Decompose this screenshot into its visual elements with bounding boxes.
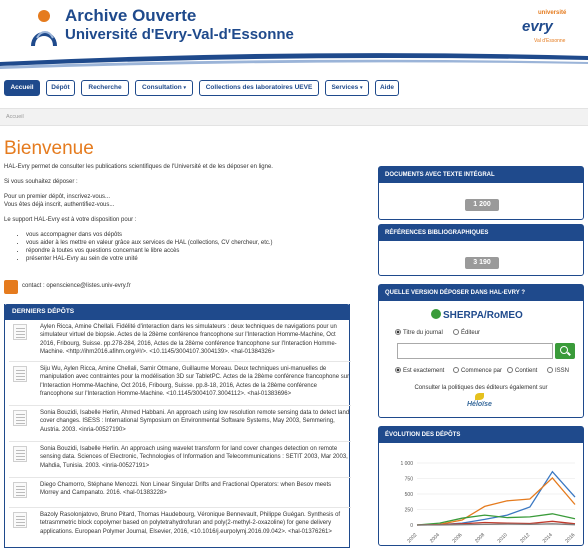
y-tick-label: 250	[404, 507, 413, 514]
radio-issn[interactable]	[547, 367, 569, 374]
x-tick-label: 2012	[519, 532, 532, 545]
radio-label: ISSN	[555, 368, 570, 374]
site-header	[0, 0, 588, 72]
nav-accueil[interactable]	[4, 80, 40, 96]
intro-text	[4, 163, 364, 269]
nav-label: Consultation	[141, 84, 182, 91]
radio-exact[interactable]	[395, 367, 444, 374]
journal-search-input[interactable]	[397, 343, 553, 359]
heloise-link[interactable]: Héloïse	[467, 401, 492, 408]
deposit-citation[interactable]: Siju Wu, Aylen Ricca, Amine Chellali, Samir Otmane, Guillaume Moreau. Deux techniques uni-manuelles de manipulation avec contraintes pour la modélisation 3D sur TabletPC. Actes de la 28ème conférence francophone sur l'Interaction Homme-Machine, Oct 2016, Fribourg, Suisse. pp.8-18, 2016, Actes de la 28ème conférence francophone sur l'Interaction Homme-Machine. <10.1145/3004107.3004112>. <hal-01383696>	[40, 366, 350, 397]
x-tick-label: 2004	[428, 532, 441, 545]
fulltext-count-badge[interactable]: 1 200	[465, 199, 499, 211]
y-tick-label: 500	[404, 492, 413, 498]
radio-title[interactable]	[395, 329, 443, 336]
sherpa-romeo-logo[interactable]	[431, 309, 523, 321]
radio-icon	[453, 367, 459, 373]
register-link[interactable]: Pour un premier dépôt, inscrivez-vous...	[4, 194, 111, 200]
nav-label: Dépôt	[51, 84, 70, 91]
list-item: • vous accompagner dans vos dépôts	[26, 231, 364, 239]
list-item	[9, 364, 351, 406]
y-tick-label: 0	[410, 523, 413, 529]
x-tick-label: 2010	[496, 532, 509, 545]
recent-deposits-title: DERNIERS DÉPÔTS	[4, 304, 350, 320]
y-tick-label: 1 000	[400, 461, 413, 467]
sherpa-panel	[378, 284, 584, 418]
nav-label: Aide	[379, 84, 395, 91]
site-subtitle: Université d'Evry-Val-d'Essonne	[65, 26, 294, 43]
chart-title: ÉVOLUTION DES DÉPÔTS	[379, 427, 583, 443]
fulltext-panel	[378, 166, 584, 220]
intro-paragraph: HAL-Evry permet de consulter les publications scientifiques de l'Université et de les déposer en ligne.	[4, 164, 273, 170]
deposit-citation[interactable]: Sonia Bouzidi, Isabelle Herlin, Ahmed Habbani. An approach using low resolution remote sensing data to detect land cover changes. ISESS : International Symposium on Environmental Software Systems, May 2003, Semmering, Austria. 2003. <inria-00527190>	[40, 410, 350, 433]
nav-depot[interactable]	[46, 80, 75, 96]
search-button[interactable]	[555, 343, 575, 359]
nav-label: Recherche	[88, 84, 122, 91]
radio-icon	[395, 329, 401, 335]
radio-icon	[507, 367, 513, 373]
refs-count-badge[interactable]: 3 190	[465, 257, 499, 269]
nav-services[interactable]	[325, 80, 369, 96]
radio-icon	[395, 367, 401, 373]
radio-label: Contient	[515, 368, 538, 374]
chat-icon	[4, 280, 18, 294]
radio-label: Éditeur	[461, 330, 481, 336]
sherpa-title: QUELLE VERSION DÉPOSER DANS HAL-EVRY ?	[379, 285, 583, 301]
contact-email-link[interactable]: contact : openscience@listes.univ-evry.fr	[22, 283, 131, 289]
x-tick-label: 2016	[564, 532, 577, 545]
list-item	[9, 480, 351, 508]
recent-deposits-panel	[4, 304, 350, 548]
deposit-citation[interactable]: Aylen Ricca, Amine Chellali. Fidélité d'interaction dans les simulateurs : deux techniques de navigations pour un simulateur virtuel de biopsie. Actes de la 28ème conférence francophone sur l'Interaction Homme-Machine, Oct 2016, Fribourg, Suisse. pp.278-284, 2016, Actes de la 28ème conférence francophone sur l'Interaction Homme-Machine. <http://ihm2016.afihm.org/#!/>. <10.1145/3004107.3004139>. <hal-01384326>	[40, 324, 337, 355]
intro-paragraph: Le support HAL-Evry est à votre disposition pour :	[4, 217, 137, 223]
nav-label: Collections des laboratoires UEVE	[205, 84, 313, 91]
x-tick-label: 2008	[474, 532, 487, 545]
nav-aide[interactable]	[375, 80, 399, 96]
document-icon[interactable]	[13, 446, 27, 462]
fulltext-title: DOCUMENTS AVEC TEXTE INTÉGRAL	[379, 167, 583, 183]
list-item	[9, 322, 351, 362]
radio-icon	[547, 367, 553, 373]
nav-label: Services	[331, 84, 359, 91]
support-list	[26, 231, 364, 263]
radio-startswith[interactable]	[453, 367, 502, 374]
breadcrumb-item[interactable]: Accueil	[6, 114, 24, 120]
chevron-down-icon: ▾	[360, 85, 363, 91]
radio-contains[interactable]	[507, 367, 537, 374]
list-item	[9, 510, 351, 546]
radio-editor[interactable]	[453, 329, 480, 336]
heloise-leaf-icon	[475, 393, 484, 400]
site-title: Archive Ouverte	[65, 6, 197, 25]
policy-text: Consulter la politiques des éditeurs également sur	[414, 385, 548, 391]
chevron-down-icon: ▾	[183, 85, 187, 91]
list-item	[9, 408, 351, 442]
refs-panel	[378, 224, 584, 276]
header-swoosh	[0, 50, 588, 72]
list-item: • présenter HAL-Evry au sein de votre unité	[26, 255, 364, 263]
intro-paragraph	[4, 193, 364, 209]
page-title: Bienvenue	[4, 138, 94, 159]
list-item: • répondre à toutes vos questions concernant le libre accès	[26, 247, 364, 255]
x-tick-label: 2014	[541, 532, 554, 545]
deposits-chart-panel	[378, 426, 584, 546]
series-line-1	[417, 478, 575, 525]
document-icon[interactable]	[13, 410, 27, 426]
radio-icon	[453, 329, 459, 335]
login-link[interactable]: Vous êtes déjà inscrit, authentifiez-vous...	[4, 202, 115, 208]
evry-logo-top: université	[538, 10, 567, 16]
nav-label: Accueil	[10, 84, 34, 91]
nav-consultation[interactable]	[135, 80, 193, 96]
radio-label: Est exactement	[403, 368, 445, 374]
y-tick-label: 750	[404, 476, 413, 483]
deposit-citation[interactable]: Bazoly Rasolonjatovo, Bruno Pitard, Thomas Haudebourg, Véronique Bennevault, Philippe Guégan. Synthesis of tetrasmmetric block copolymer based on polytetrahydrofuran and poly(2-methyl-2-oxazoline) for gene delivery applications. European Polymer Journal, Elsevier, 2016, <10.1016/j.eurpolymj.2016.09.042>. <hal-01376261>	[40, 512, 341, 535]
x-tick-label: 2002	[406, 532, 419, 545]
evry-logo-bottom: Val d'Essonne	[534, 38, 566, 44]
radio-label: Titre du journal	[403, 330, 443, 336]
nav-collections[interactable]	[199, 80, 319, 96]
deposits-line-chart	[379, 443, 583, 547]
document-icon[interactable]	[13, 512, 27, 528]
radio-label: Commence par	[461, 368, 503, 374]
globe-icon	[431, 309, 441, 319]
x-tick-label: 2006	[451, 532, 464, 545]
hal-logo-icon[interactable]	[29, 8, 59, 48]
intro-paragraph: Si vous souhaitez déposer :	[4, 179, 78, 185]
document-icon[interactable]	[13, 366, 27, 382]
refs-title: RÉFÉRENCES BIBLIOGRAPHIQUES	[379, 225, 583, 241]
evry-logo[interactable]: evry	[522, 18, 553, 35]
deposit-citation[interactable]: Diego Chamorro, Stéphane Menozzi. Non Linear Singular Drifts and Fractional Operators: when Besov meets Morrey and Campanato. 2016. <hal-01383228>	[40, 482, 332, 497]
nav-recherche[interactable]	[81, 80, 129, 96]
list-item	[9, 444, 351, 478]
document-icon[interactable]	[13, 482, 27, 498]
sherpa-logo-text: SHERPA/RoMEO	[443, 310, 523, 321]
deposit-citation[interactable]: Sonia Bouzidi, Isabelle Herlin. An approach using wavelet transform for land cover changes detection on remote sensing data. Sciences of Electronic, Technologies of Information and Telecommunications : SETIT 2003, Mar 2003, Mahdia, Tunisia. 2003. <inria-00527191>	[40, 446, 348, 469]
breadcrumb	[0, 108, 588, 126]
list-item: • vous aider à les mettre en valeur grâce aux services de HAL (collections, CV chercheur, etc.)	[26, 239, 364, 247]
document-icon[interactable]	[13, 324, 27, 340]
